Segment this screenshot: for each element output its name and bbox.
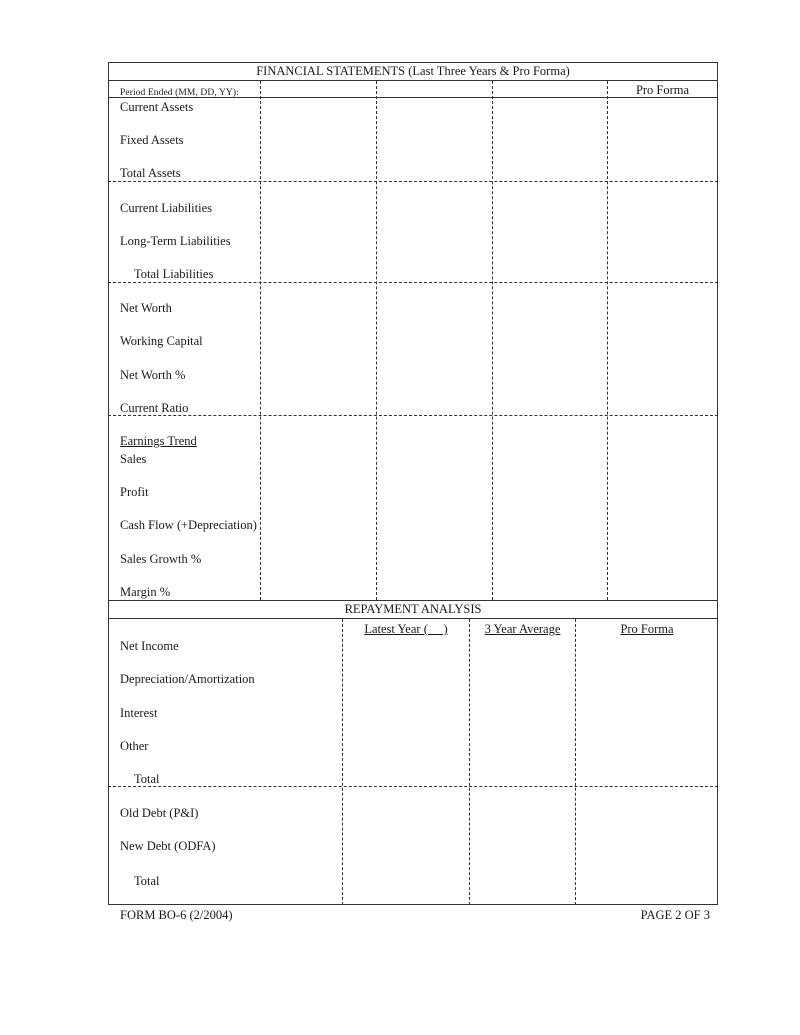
row-label-interest: Interest [120, 706, 158, 720]
row-label-sales: Sales [120, 452, 147, 466]
row-label-total-liabilities: Total Liabilities [134, 267, 214, 281]
row-label-total-assets: Total Assets [120, 166, 181, 180]
earnings-trend-heading: Earnings Trend [120, 434, 197, 448]
section-divider [108, 618, 718, 619]
row-label-long-term-liabilities: Long-Term Liabilities [120, 234, 231, 248]
column-divider [260, 81, 261, 600]
row-label-other: Other [120, 739, 149, 753]
row-label-new-debt: New Debt (ODFA) [120, 839, 216, 853]
column-header-latest-year: Latest Year ( ) [364, 622, 448, 636]
form-id: FORM BO-6 (2/2004) [120, 908, 233, 922]
row-label-total-income: Total [134, 772, 160, 786]
group-divider [108, 415, 718, 416]
column-divider [607, 81, 608, 600]
section-divider [108, 600, 718, 601]
row-label-margin: Margin % [120, 585, 171, 599]
row-label-current-assets: Current Assets [120, 100, 194, 114]
row-label-net-income: Net Income [120, 639, 179, 653]
row-label-fixed-assets: Fixed Assets [120, 133, 184, 147]
group-divider [108, 282, 718, 283]
form-frame [108, 62, 718, 905]
pro-forma-header: Pro Forma [635, 83, 690, 97]
row-label-net-worth-pct: Net Worth % [120, 368, 186, 382]
column-divider [575, 619, 576, 905]
row-label-old-debt: Old Debt (P&I) [120, 806, 199, 820]
row-label-net-worth: Net Worth [120, 301, 172, 315]
period-ended-label: Period Ended (MM, DD, YY): [120, 88, 239, 98]
row-label-profit: Profit [120, 485, 149, 499]
divider [108, 80, 718, 81]
row-label-cash-flow: Cash Flow (+Depreciation) [120, 518, 257, 532]
row-label-total-debt: Total [134, 874, 160, 888]
divider [108, 97, 718, 98]
column-divider [492, 81, 493, 600]
row-label-working-capital: Working Capital [120, 334, 203, 348]
row-label-depreciation-amortization: Depreciation/Amortization [120, 672, 255, 686]
column-header-pro-forma: Pro Forma [620, 622, 674, 636]
column-header-3-year-average: 3 Year Average [484, 622, 561, 636]
column-divider [376, 81, 377, 600]
group-divider [108, 181, 718, 182]
row-label-sales-growth: Sales Growth % [120, 552, 202, 566]
repayment-analysis-title: REPAYMENT ANALYSIS [344, 602, 482, 616]
group-divider [108, 786, 718, 787]
column-divider [469, 619, 470, 905]
financial-statements-title: FINANCIAL STATEMENTS (Last Three Years & Pro Forma) [256, 64, 570, 78]
page-number: PAGE 2 OF 3 [640, 908, 710, 922]
row-label-current-liabilities: Current Liabilities [120, 201, 212, 215]
row-label-current-ratio: Current Ratio [120, 401, 189, 415]
column-divider [342, 619, 343, 905]
